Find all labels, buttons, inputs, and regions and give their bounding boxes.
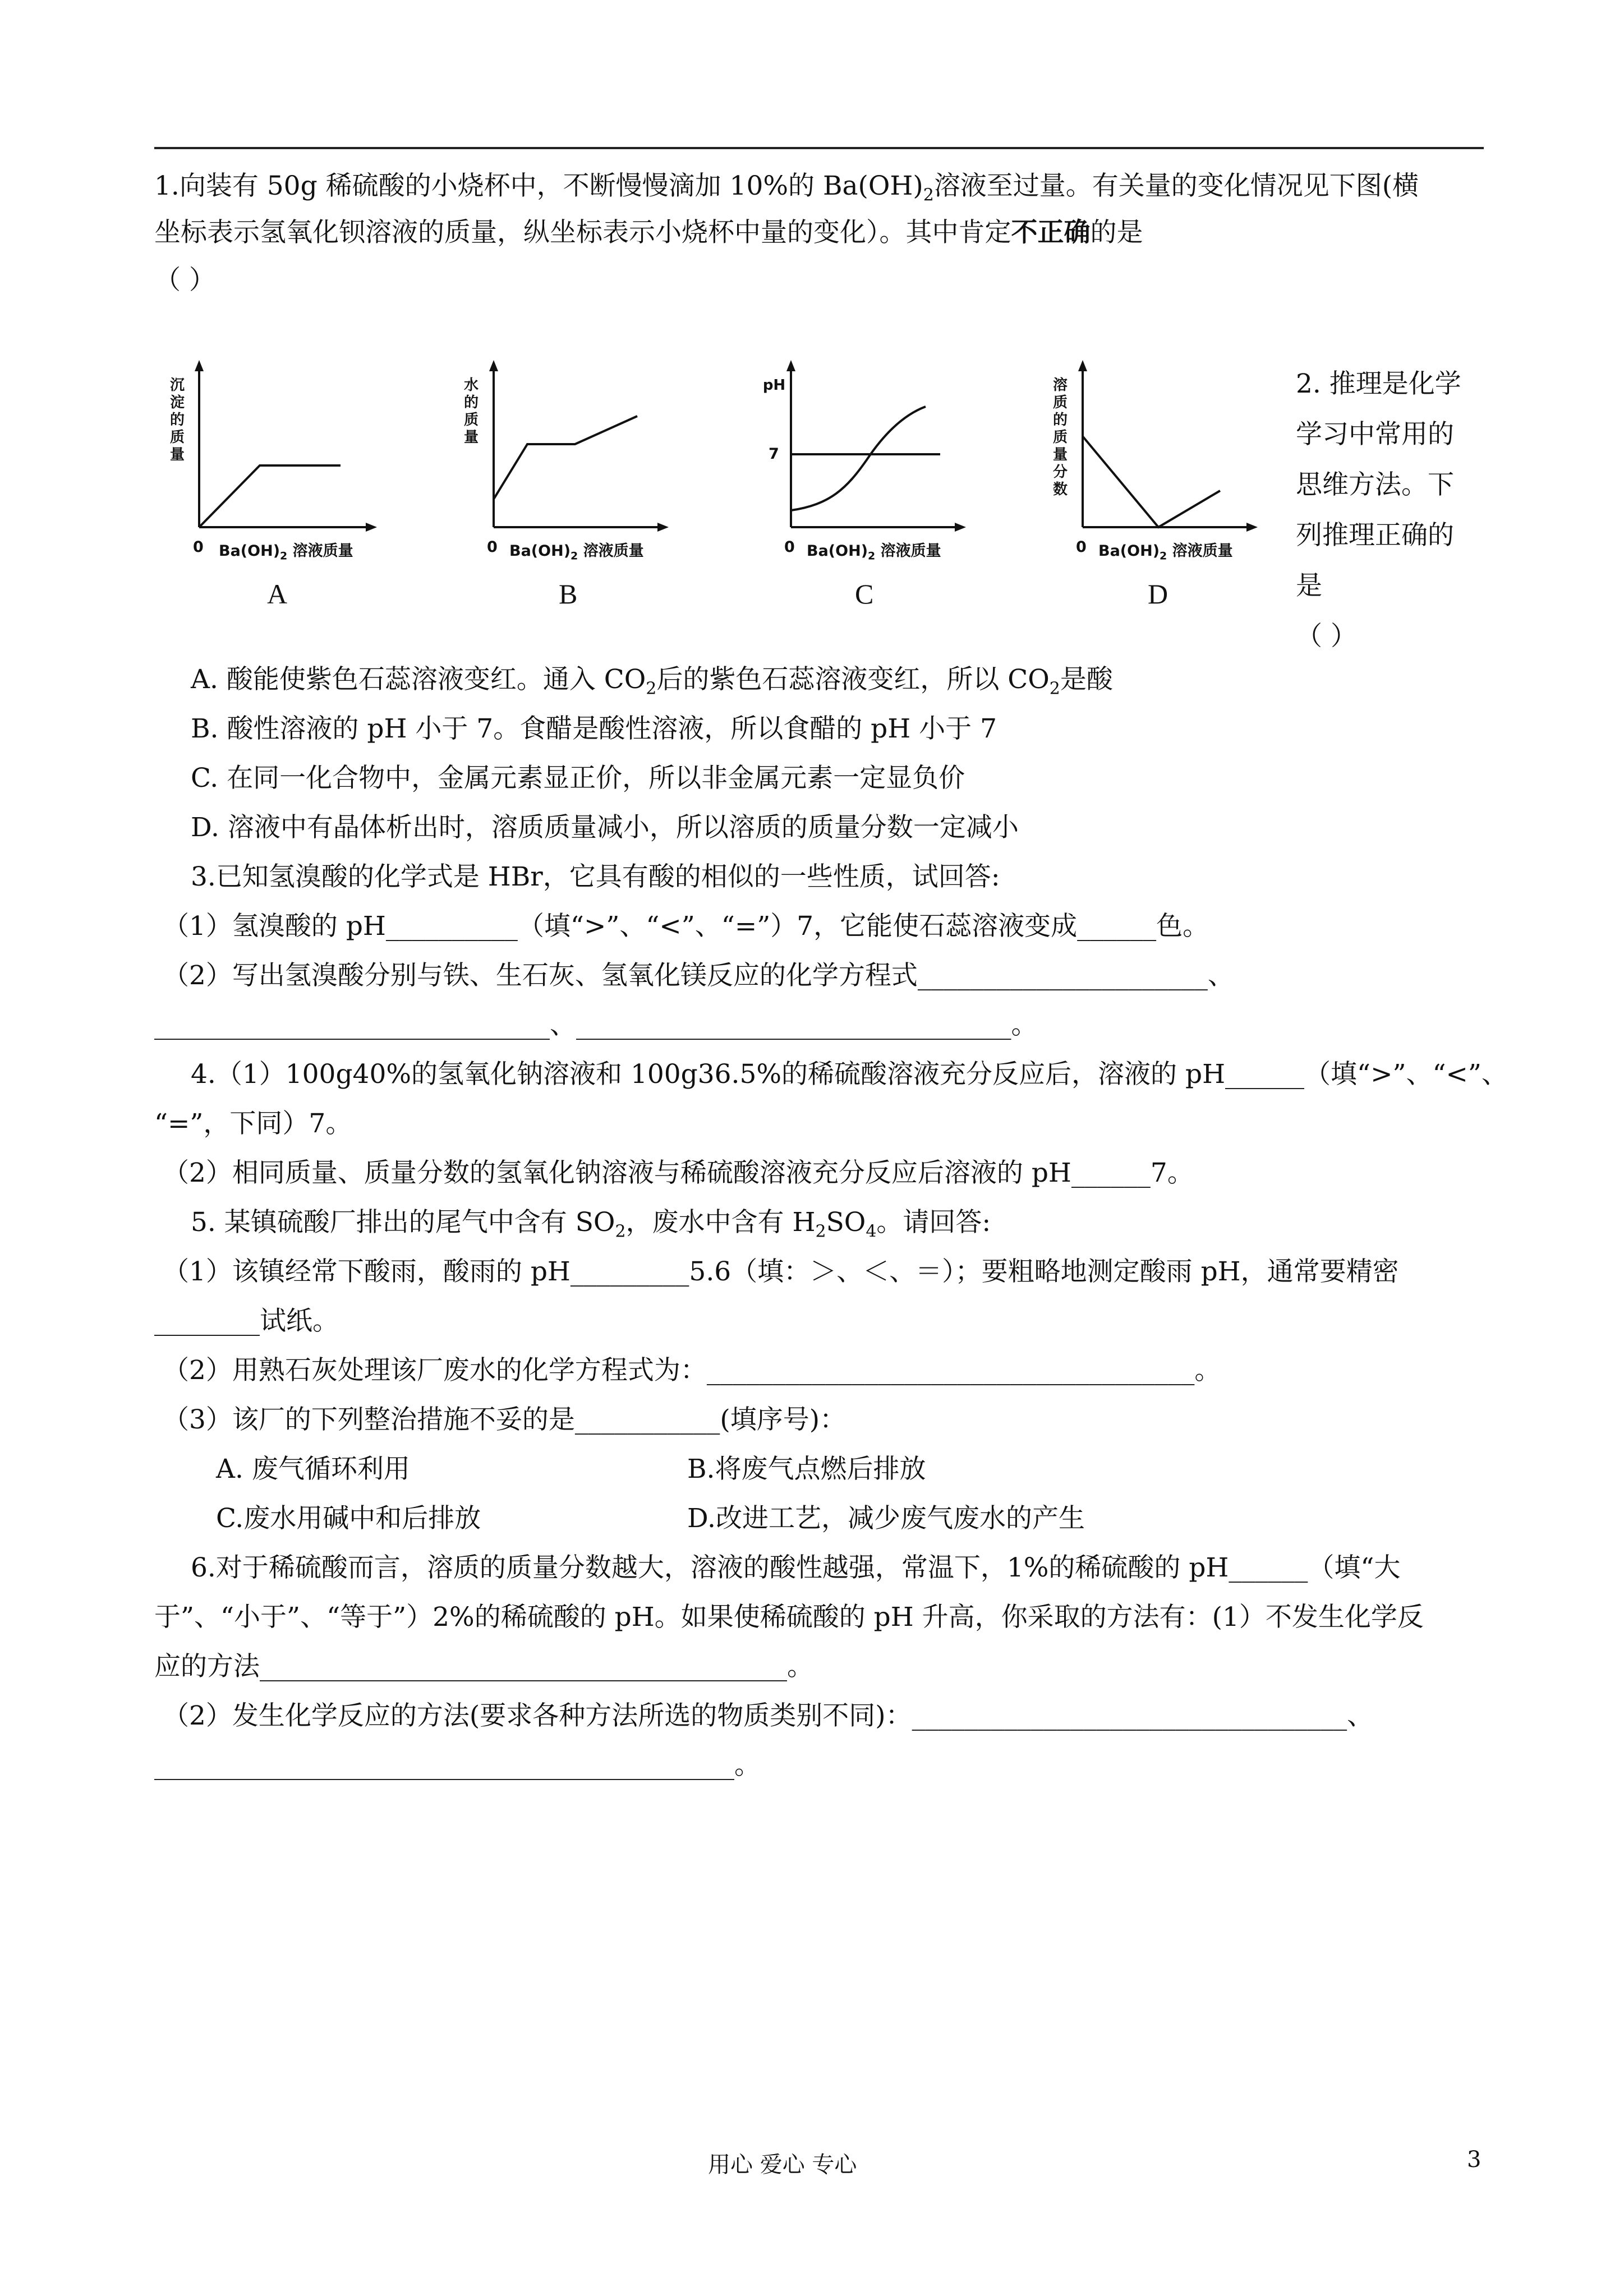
q1-line-1: 1.向装有 50g 稀硫酸的小烧杯中，不断慢慢滴加 10%的 $Ba(OH)_2$溶液至过量。有关量的变化情况见下图(横: [154, 170, 1419, 205]
q1-line-3: （ ）: [154, 265, 215, 296]
q2-option-a: A. 酸能使紫色石蕊溶液变红。通入 $CO_2$后的紫色石蕊溶液变红，所以 $CO_2$是酸: [191, 664, 1113, 699]
q3-line-2: （1）氢溴酸的 pH__________（填“>”、“<”、“=”）7，它能使石蕊溶液变成______色。: [163, 911, 1209, 942]
q1-emphasis: 不正确: [1011, 217, 1091, 248]
graph-a-letter: A: [267, 578, 288, 610]
q5-line-2: （1）该镇经常下酸雨，酸雨的 pH_________5.6（填：＞、＜、＝）；要粗略地测定酸雨 pH，通常要精密: [163, 1256, 1399, 1287]
graph-a-xlabel: $Ba(OH)_2$ 溶液质量: [219, 542, 353, 563]
graph-b-origin: 0: [487, 538, 498, 556]
graph-c-origin: 0: [784, 538, 795, 556]
graph-d-origin: 0: [1076, 538, 1087, 556]
q6-line-2: 于”、“小于”、“等于”）2%的稀硫酸的 pH。如果使稀硫酸的 pH 升高，你采取的方法有：(1）不发生化学反: [154, 1602, 1424, 1633]
q5-line-4: （2）用熟石灰处理该厂废水的化学方程式为：_____________________________________。: [163, 1355, 1221, 1386]
graph-a-ylabel: 沉淀的质量: [169, 377, 185, 463]
q4-line-2: “=”，下同）7。: [154, 1108, 352, 1139]
graph-d-letter: D: [1148, 578, 1168, 610]
top-rule: [154, 147, 1484, 149]
graph-c-curve: [791, 407, 926, 510]
q3-line-4: ______________________________、_________________________________。: [154, 1009, 1038, 1040]
graph-c-xlabel: $Ba(OH)_2$ 溶液质量: [807, 542, 941, 563]
q2-side-line-4: 列推理正确的: [1296, 520, 1454, 551]
q2-side-text: [1296, 359, 1487, 662]
q5-option-b: B.将废气点燃后排放: [687, 1454, 926, 1484]
q4-line-3: （2）相同质量、质量分数的氢氧化钠溶液与稀硫酸溶液充分反应后溶液的 pH______7。: [163, 1158, 1194, 1188]
q2-option-c: C. 在同一化合物中，金属元素显正价，所以非金属元素一定显负价: [191, 763, 965, 794]
q6-line-3: 应的方法________________________________________。: [154, 1651, 813, 1682]
graph-c-letter: C: [855, 578, 874, 610]
q4-line-1: 4.（1）100g40%的氢氧化钠溶液和 100g36.5%的稀硫酸溶液充分反应后，溶液的 pH______（填“>”、“<”、: [191, 1059, 1508, 1090]
footer-slogan: 用心 爱心 专心: [708, 2152, 857, 2178]
q3-line-1: 3.已知氢溴酸的化学式是 HBr，它具有酸的相似的一些性质，试回答:: [191, 861, 1000, 892]
q6-line-5: ____________________________________________。: [154, 1750, 761, 1781]
graph-a: [157, 353, 393, 610]
q2-option-d: D. 溶液中有晶体析出时，溶质质量减小，所以溶质的质量分数一定减小: [191, 812, 1019, 843]
q6-line-1: 6.对于稀硫酸而言，溶质的质量分数越大，溶液的酸性越强，常温下，1%的稀硫酸的 pH______（填“大: [191, 1552, 1401, 1583]
graph-a-curve: [199, 465, 341, 527]
graph-d-curve: [1083, 436, 1220, 527]
graph-c-tick-7: 7: [769, 445, 779, 463]
graph-b-letter: B: [559, 578, 578, 610]
page-number: 3: [1467, 2147, 1482, 2173]
q2-side-line-5: 是: [1296, 570, 1322, 601]
q1-line-2: 坐标表示氢氧化钡溶液的质量，纵坐标表示小烧杯中量的变化）。其中肯定不正确的是: [154, 217, 1143, 248]
q6-line-4: （2）发生化学反应的方法(要求各种方法所选的物质类别不同)：_________________________________、: [163, 1700, 1374, 1731]
graph-b-curve: [494, 416, 637, 499]
q2-side-line-3: 思维方法。下: [1296, 469, 1454, 500]
q5-option-a: A. 废气循环利用: [216, 1454, 410, 1484]
graph-b-xlabel: $Ba(OH)_2$ 溶液质量: [509, 542, 644, 563]
q2-side-line-1: 2. 推理是化学: [1296, 368, 1461, 399]
graph-a-origin: 0: [193, 538, 204, 556]
graph-b-ylabel: 水的质量: [463, 377, 479, 446]
q2-option-b: B. 酸性溶液的 pH 小于 7。食醋是酸性溶液，所以食醋的 pH 小于 7: [191, 713, 997, 744]
q5-option-d: D.改进工艺，减少废气废水的产生: [687, 1503, 1085, 1534]
q2-side-line-2: 学习中常用的: [1296, 419, 1454, 450]
graph-c-ylabel: pH: [762, 377, 786, 394]
graph-d: [1032, 353, 1268, 610]
graph-d-ylabel: 溶质的质量分数: [1052, 377, 1068, 498]
q5-line-1: 5. 某镇硫酸厂排出的尾气中含有 $SO_2$，废水中含有 $H_2SO_4$。请回答:: [191, 1207, 991, 1242]
graph-d-xlabel: $Ba(OH)_2$ 溶液质量: [1098, 542, 1233, 563]
q2-side-line-6: （ ）: [1296, 621, 1357, 652]
q5-line-3: ________试纸。: [154, 1306, 339, 1336]
graph-b: [443, 353, 679, 610]
q3-line-3: （2）写出氢溴酸分别与铁、生石灰、氢氧化镁反应的化学方程式______________________、: [163, 960, 1234, 991]
q5-option-c: C.废水用碱中和后排放: [216, 1503, 481, 1534]
graph-c: [740, 353, 976, 610]
q5-line-5: （3）该厂的下列整治措施不妥的是___________(填序号)：: [163, 1404, 846, 1435]
